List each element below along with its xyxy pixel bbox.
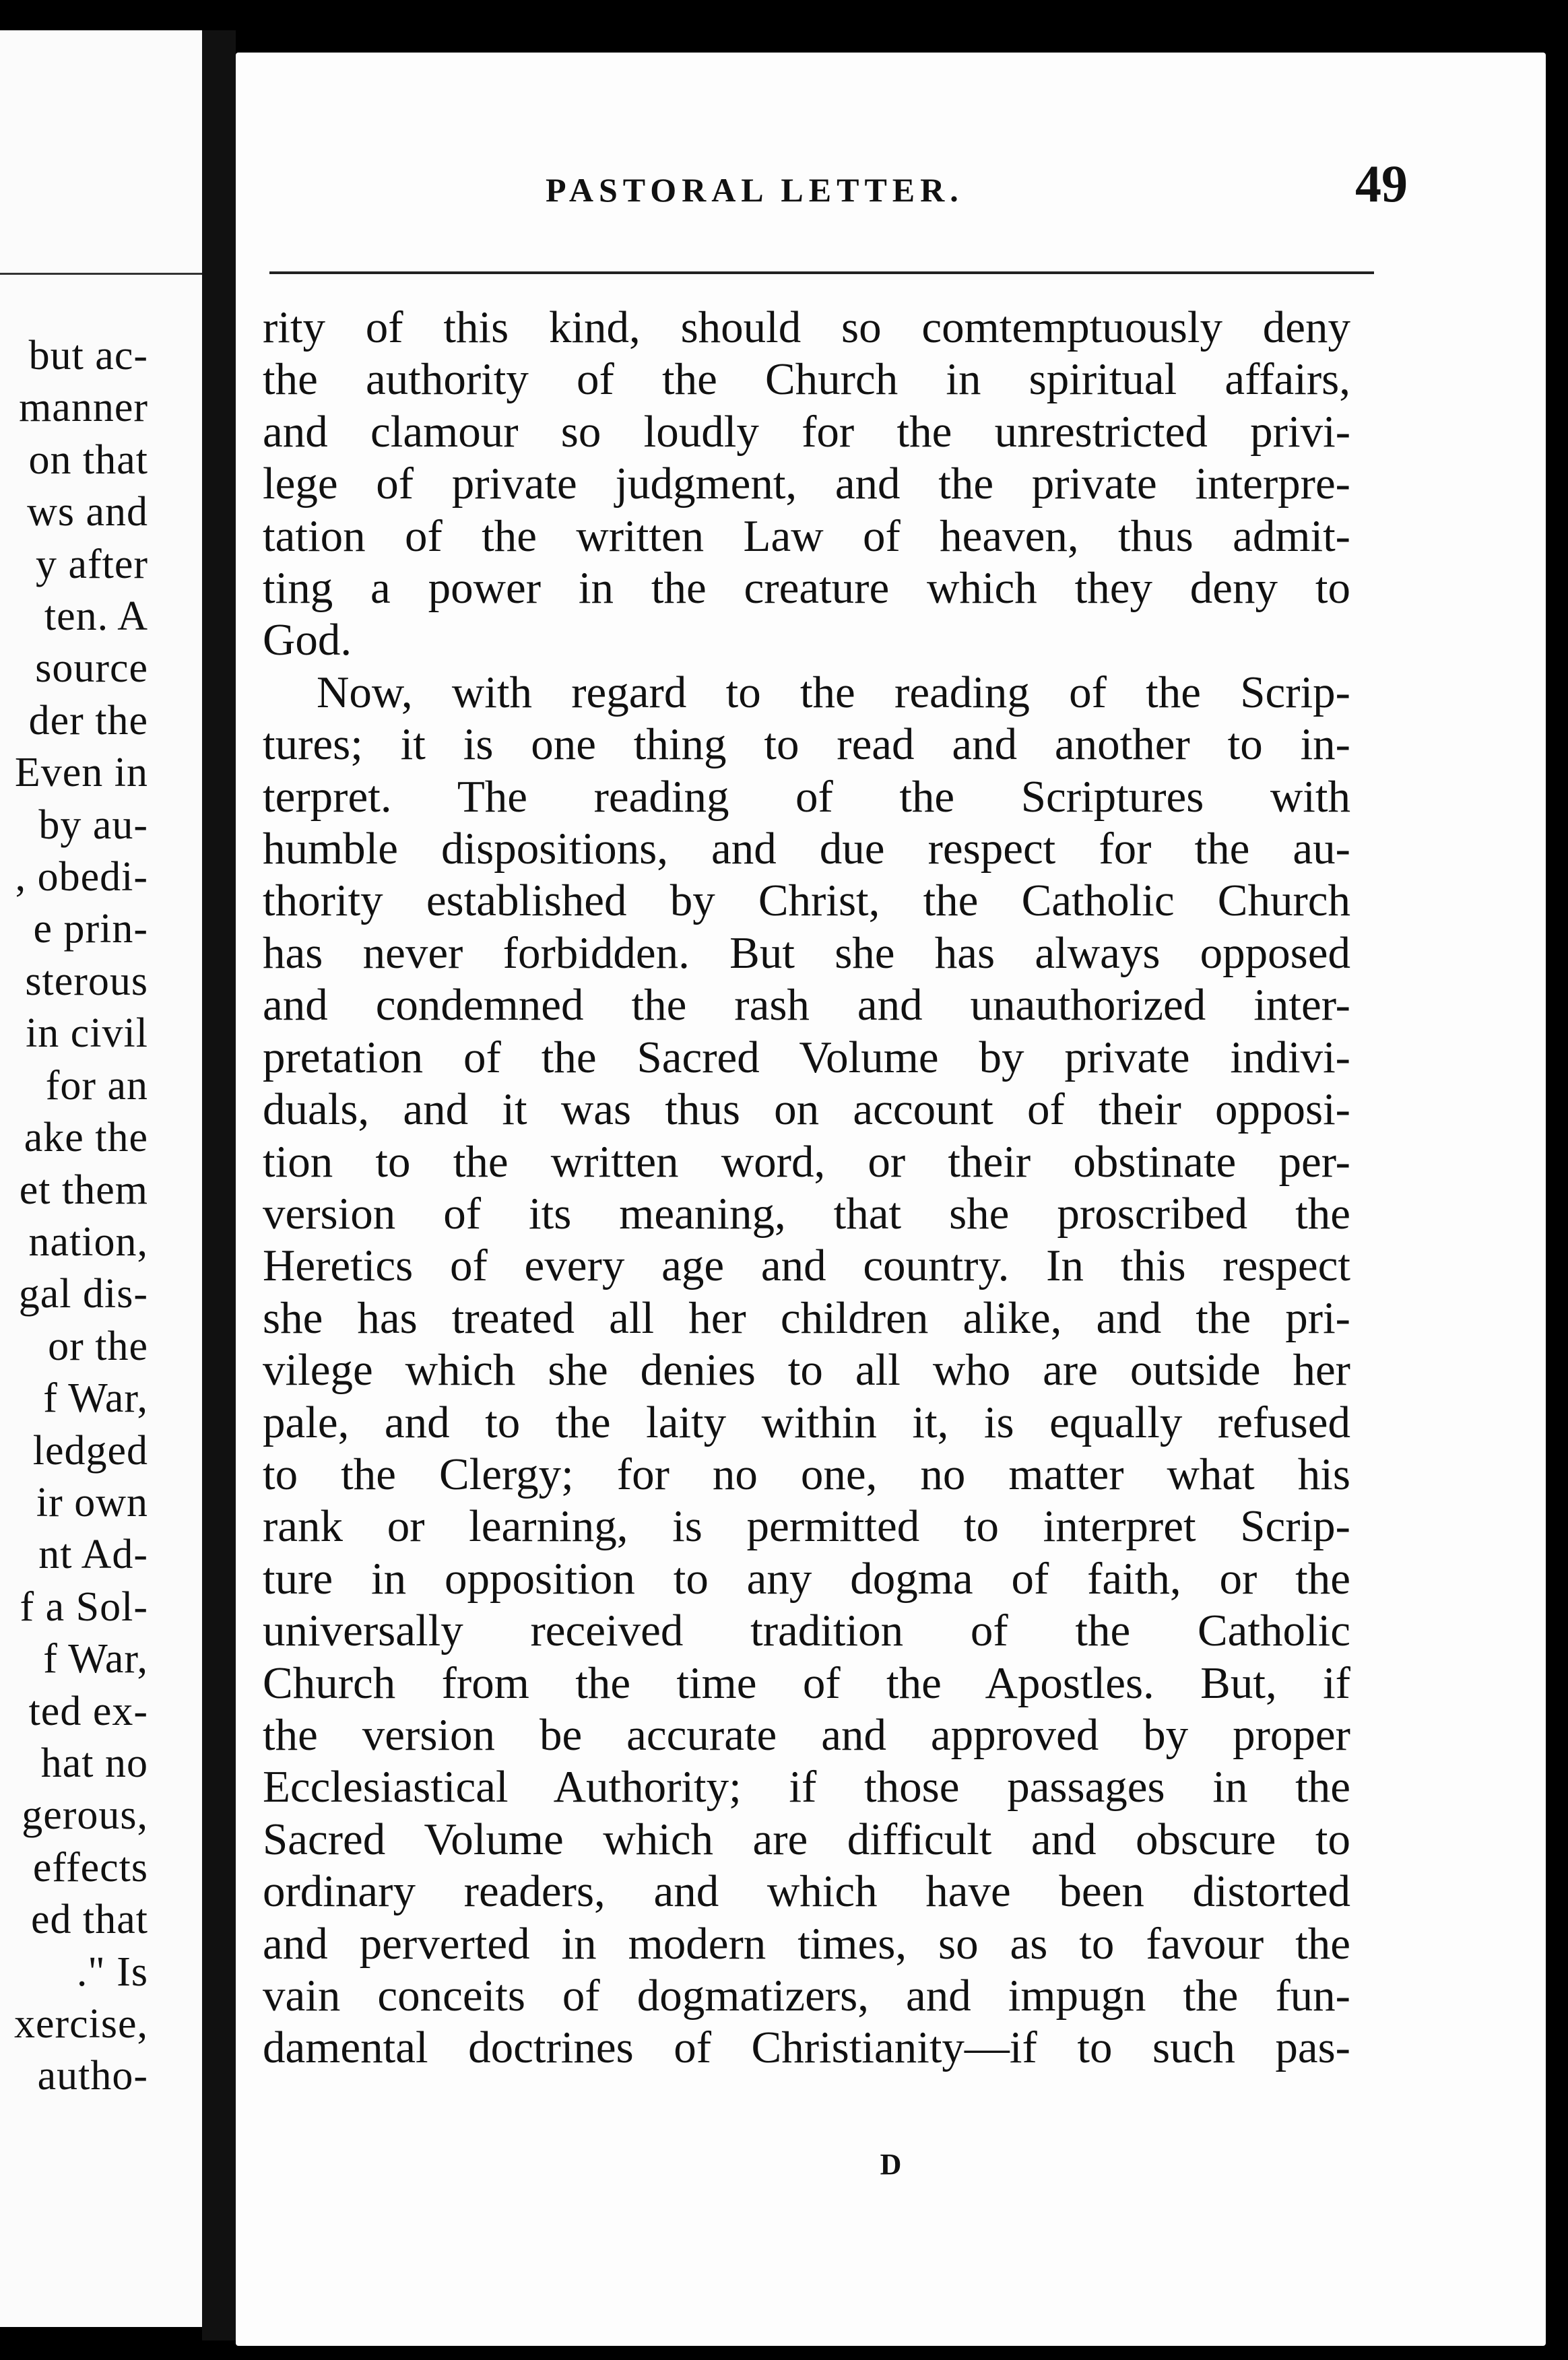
facing-page-line: for an [45,1062,148,1109]
text-line: has never forbidden. But she has always opposed [263,927,1350,978]
facing-page-line: or the [48,1323,148,1369]
facing-page-line: gerous, [22,1792,148,1839]
facing-page-line: by au- [38,801,148,848]
text-line: rity of this kind, should so comtemptuously deny [263,302,1350,352]
facing-page-line: ." Is [76,1948,148,1995]
text-line: and condemned the rash and unauthorized inter- [263,980,1350,1030]
facing-page-fragment [0,30,202,2327]
facing-page-line: ed that [31,1897,148,1943]
text-line: ture in opposition to any dogma of faith, or the [263,1553,1350,1604]
header-rule [269,271,1374,274]
page-number: 49 [1355,154,1408,213]
text-line: Heretics of every age and country. In this respect [263,1241,1350,1291]
text-line: tures; it is one thing to read and another to in- [263,719,1350,770]
text-line: Ecclesiastical Authority; if those passages in the [263,1762,1350,1812]
text-line: duals, and it was thus on account of their opposi- [263,1084,1350,1135]
text-line: and perverted in modern times, so as to favour the [263,1918,1350,1969]
text-line: universally received tradition of the Catholic [263,1606,1350,1656]
facing-page-line: f a Sol- [20,1583,148,1630]
text-line: thority established by Christ, the Catholic Church [263,876,1350,926]
facing-page-line: autho- [37,2053,148,2099]
text-line: humble dispositions, and due respect for the au- [263,824,1350,874]
body-text [263,302,1381,2074]
facing-page-line: der the [28,697,148,744]
running-head: PASTORAL LETTER. [546,171,964,209]
text-line: terpret. The reading of the Scriptures with [263,771,1350,822]
facing-page-line: gal dis- [18,1271,148,1317]
facing-page-line: f War, [43,1636,148,1682]
signature-mark: D [880,2148,902,2181]
facing-page-text [0,330,148,2103]
text-line: tation of the written Law of heaven, thus admit- [263,511,1350,561]
text-line: lege of private judgment, and the private interpre- [263,459,1350,509]
facing-page-line: ir own [36,1479,148,1526]
book-page [236,53,1546,2346]
text-line: she has treated all her children alike, and the pri- [263,1292,1350,1343]
facing-page-line: nation, [28,1218,148,1265]
text-line: to the Clergy; for no one, no matter what his [263,1449,1350,1499]
scan-right-border [1546,47,1568,2360]
facing-page-line: ake the [24,1115,148,1161]
text-line: vilege which she denies to all who are outside her [263,1345,1350,1396]
facing-page-line: in civil [26,1010,148,1057]
text-line: the version be accurate and approved by proper [263,1709,1350,1760]
facing-page-line: y after [35,541,148,587]
text-line: damental doctrines of Christianity—if to such pas- [263,2023,1350,2073]
facing-page-rule [0,273,202,275]
facing-page-line: ws and [27,489,148,535]
facing-page-line: f War, [43,1375,148,1422]
facing-page-line: , obedi- [15,854,148,900]
facing-page-line: e prin- [33,906,148,952]
facing-page-line: source [35,645,148,692]
text-line: pretation of the Sacred Volume by private indivi- [263,1032,1350,1082]
facing-page-line: Even in [14,750,148,796]
facing-page-line: ledged [32,1427,148,1474]
text-line: rank or learning, is permitted to interpret Scrip- [263,1501,1350,1552]
facing-page-line: but ac- [28,333,148,379]
text-line: version of its meaning, that she proscribed the [263,1188,1350,1239]
facing-page-line: effects [32,1844,148,1891]
text-line: ordinary readers, and which have been distorted [263,1866,1350,1917]
text-line: Sacred Volume which are difficult and obscure to [263,1814,1350,1864]
text-line: God. [263,615,352,665]
facing-page-line: nt Ad- [38,1532,148,1578]
facing-page-line: sterous [25,958,148,1004]
facing-page-line: manner [19,385,148,431]
text-line: vain conceits of dogmatizers, and impugn the fun- [263,1971,1350,2021]
facing-page-line: ten. A [44,593,148,640]
facing-page-line: hat no [40,1740,148,1786]
text-line: pale, and to the laity within it, is equally refused [263,1397,1350,1447]
facing-page-line: et them [19,1167,148,1213]
text-line: the authority of the Church in spiritual affairs, [263,354,1350,405]
text-line: and clamour so loudly for the unrestricted privi- [263,406,1350,457]
facing-page-line: ted ex- [28,1688,148,1734]
facing-page-line: xercise, [13,2001,148,2047]
text-line: ting a power in the creature which they deny to [263,563,1350,614]
facing-page-line: on that [28,436,148,483]
text-line: tion to the written word, or their obstinate per- [263,1136,1350,1187]
text-line: Now, with regard to the reading of the Scrip- [317,667,1350,717]
text-line: Church from the time of the Apostles. But, if [263,1658,1350,1708]
book-gutter [202,30,236,2340]
